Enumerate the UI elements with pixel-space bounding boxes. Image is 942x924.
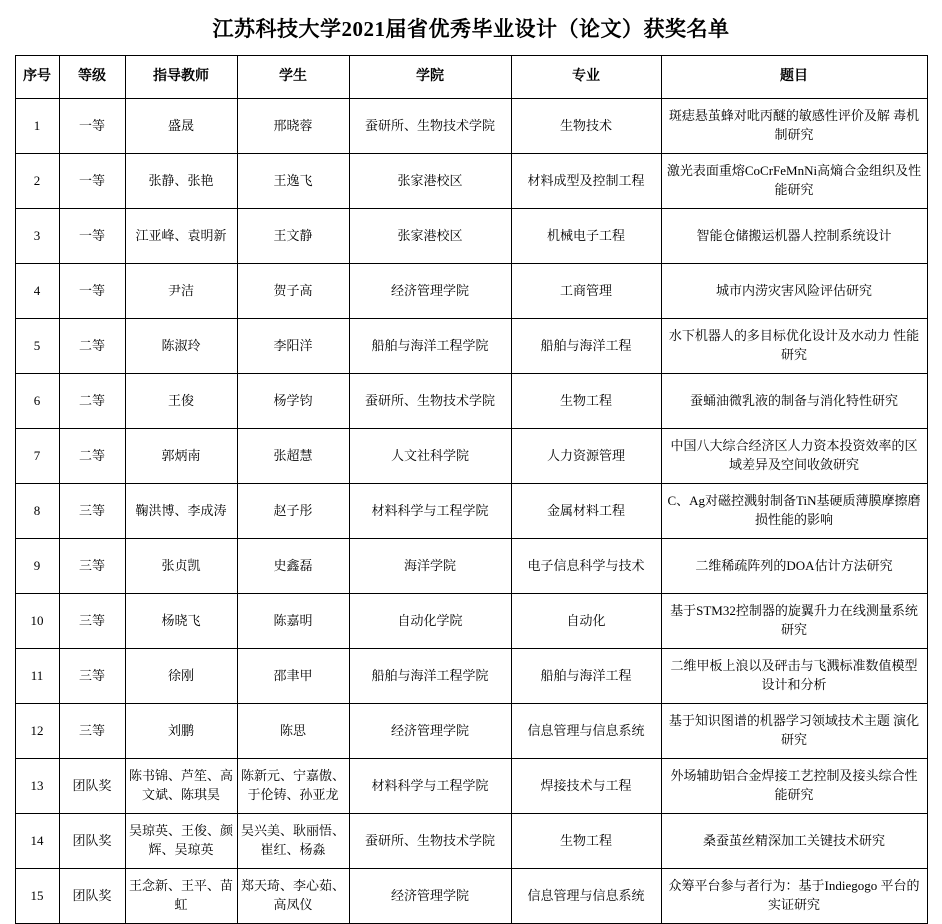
cell-teacher: 刘鹏 [125, 704, 237, 759]
cell-student: 邵聿甲 [237, 649, 349, 704]
column-header-index: 序号 [15, 56, 59, 99]
cell-index: 4 [15, 264, 59, 319]
table-row [15, 374, 927, 429]
cell-teacher: 徐刚 [125, 649, 237, 704]
cell-student: 王逸飞 [237, 154, 349, 209]
cell-level: 二等 [59, 429, 125, 484]
cell-index: 7 [15, 429, 59, 484]
cell-topic: C、Ag对磁控溅射制备TiN基硬质薄膜摩擦磨损性能的影响 [661, 484, 927, 539]
cell-index: 9 [15, 539, 59, 594]
cell-teacher: 吴琼英、王俊、颜 辉、吴琼英 [125, 814, 237, 869]
cell-college: 蚕研所、生物技术学院 [349, 374, 511, 429]
table-row [15, 429, 927, 484]
cell-topic: 基于STM32控制器的旋翼升力在线测量系统研究 [661, 594, 927, 649]
cell-student: 王文静 [237, 209, 349, 264]
cell-teacher: 尹洁 [125, 264, 237, 319]
cell-major: 生物工程 [511, 814, 661, 869]
table-row [15, 869, 927, 924]
cell-college: 人文社科学院 [349, 429, 511, 484]
cell-index: 15 [15, 869, 59, 924]
cell-student: 杨学钧 [237, 374, 349, 429]
cell-level: 三等 [59, 539, 125, 594]
cell-major: 焊接技术与工程 [511, 759, 661, 814]
cell-teacher: 郭炳南 [125, 429, 237, 484]
cell-level: 三等 [59, 704, 125, 759]
cell-topic: 基于知识图谱的机器学习领域技术主题 演化研究 [661, 704, 927, 759]
cell-college: 经济管理学院 [349, 704, 511, 759]
cell-major: 生物技术 [511, 99, 661, 154]
cell-index: 2 [15, 154, 59, 209]
page-title: 江苏科技大学2021届省优秀毕业设计（论文）获奖名单 [212, 17, 730, 41]
cell-level: 团队奖 [59, 814, 125, 869]
cell-level: 团队奖 [59, 869, 125, 924]
cell-teacher: 陈淑玲 [125, 319, 237, 374]
cell-major: 信息管理与信息系统 [511, 869, 661, 924]
cell-topic: 二维稀疏阵列的DOA估计方法研究 [661, 539, 927, 594]
cell-college: 经济管理学院 [349, 869, 511, 924]
cell-major: 船舶与海洋工程 [511, 649, 661, 704]
cell-topic: 智能仓储搬运机器人控制系统设计 [661, 209, 927, 264]
table-row [15, 484, 927, 539]
table-row [15, 539, 927, 594]
table-row [15, 759, 927, 814]
table-row [15, 209, 927, 264]
cell-major: 人力资源管理 [511, 429, 661, 484]
cell-student: 史鑫磊 [237, 539, 349, 594]
table-header-row [15, 56, 927, 99]
cell-major: 机械电子工程 [511, 209, 661, 264]
cell-level: 一等 [59, 264, 125, 319]
cell-major: 工商管理 [511, 264, 661, 319]
cell-topic: 水下机器人的多目标优化设计及水动力 性能研究 [661, 319, 927, 374]
table-row [15, 594, 927, 649]
cell-level: 二等 [59, 319, 125, 374]
table-header [15, 56, 927, 99]
cell-college: 张家港校区 [349, 209, 511, 264]
column-header-teacher: 指导教师 [125, 56, 237, 99]
column-header-topic: 题目 [661, 56, 927, 99]
cell-college: 船舶与海洋工程学院 [349, 649, 511, 704]
cell-major: 生物工程 [511, 374, 661, 429]
cell-index: 14 [15, 814, 59, 869]
table-row [15, 264, 927, 319]
cell-index: 12 [15, 704, 59, 759]
cell-major: 信息管理与信息系统 [511, 704, 661, 759]
cell-level: 三等 [59, 649, 125, 704]
cell-level: 一等 [59, 99, 125, 154]
cell-level: 二等 [59, 374, 125, 429]
cell-level: 三等 [59, 484, 125, 539]
cell-college: 张家港校区 [349, 154, 511, 209]
cell-index: 10 [15, 594, 59, 649]
cell-index: 8 [15, 484, 59, 539]
cell-index: 11 [15, 649, 59, 704]
cell-index: 13 [15, 759, 59, 814]
cell-level: 团队奖 [59, 759, 125, 814]
cell-student: 贺子高 [237, 264, 349, 319]
cell-teacher: 王念新、王平、苗 虹 [125, 869, 237, 924]
cell-teacher: 杨晓飞 [125, 594, 237, 649]
cell-index: 1 [15, 99, 59, 154]
cell-index: 6 [15, 374, 59, 429]
cell-college: 海洋学院 [349, 539, 511, 594]
cell-college: 蚕研所、生物技术学院 [349, 814, 511, 869]
cell-student: 吴兴美、耿丽悟、崔红、杨淼 [237, 814, 349, 869]
cell-student: 陈思 [237, 704, 349, 759]
cell-major: 电子信息科学与技术 [511, 539, 661, 594]
cell-major: 材料成型及控制工程 [511, 154, 661, 209]
column-header-level: 等级 [59, 56, 125, 99]
table-row [15, 99, 927, 154]
cell-college: 材料科学与工程学院 [349, 759, 511, 814]
cell-teacher: 张贞凯 [125, 539, 237, 594]
table-row [15, 319, 927, 374]
cell-level: 一等 [59, 154, 125, 209]
table-row [15, 704, 927, 759]
cell-college: 船舶与海洋工程学院 [349, 319, 511, 374]
table-row [15, 814, 927, 869]
cell-student: 张超慧 [237, 429, 349, 484]
cell-topic: 城市内涝灾害风险评估研究 [661, 264, 927, 319]
cell-topic: 桑蚕茧丝精深加工关键技术研究 [661, 814, 927, 869]
cell-student: 郑天琦、李心茹、高凤仪 [237, 869, 349, 924]
cell-college: 材料科学与工程学院 [349, 484, 511, 539]
cell-topic: 外场辅助铝合金焊接工艺控制及接头综合性能研究 [661, 759, 927, 814]
cell-level: 三等 [59, 594, 125, 649]
column-header-major: 专业 [511, 56, 661, 99]
table-row [15, 154, 927, 209]
cell-college: 经济管理学院 [349, 264, 511, 319]
cell-college: 自动化学院 [349, 594, 511, 649]
cell-topic: 二维甲板上浪以及砰击与飞溅标准数值模型设计和分析 [661, 649, 927, 704]
cell-student: 赵子彤 [237, 484, 349, 539]
cell-college: 蚕研所、生物技术学院 [349, 99, 511, 154]
cell-teacher: 鞠洪博、李成涛 [125, 484, 237, 539]
cell-topic: 蚕蛹油微乳液的制备与消化特性研究 [661, 374, 927, 429]
column-header-student: 学生 [237, 56, 349, 99]
cell-level: 一等 [59, 209, 125, 264]
cell-major: 金属材料工程 [511, 484, 661, 539]
cell-student: 陈新元、宁嘉傲、于伦铸、孙亚龙 [237, 759, 349, 814]
cell-student: 邢晓蓉 [237, 99, 349, 154]
cell-student: 李阳洋 [237, 319, 349, 374]
cell-major: 自动化 [511, 594, 661, 649]
cell-teacher: 盛晟 [125, 99, 237, 154]
cell-student: 陈嘉明 [237, 594, 349, 649]
table-row [15, 649, 927, 704]
table-body [15, 99, 927, 924]
cell-teacher: 陈书锦、芦笙、高文斌、陈琪昊 [125, 759, 237, 814]
cell-index: 3 [15, 209, 59, 264]
award-list-table [15, 55, 928, 924]
cell-major: 船舶与海洋工程 [511, 319, 661, 374]
cell-topic: 激光表面重熔CoCrFeMnNi高熵合金组织及性能研究 [661, 154, 927, 209]
cell-topic: 斑痣悬茧蜂对吡丙醚的敏感性评价及解 毒机制研究 [661, 99, 927, 154]
cell-topic: 中国八大综合经济区人力资本投资效率的区域差异及空间收敛研究 [661, 429, 927, 484]
cell-index: 5 [15, 319, 59, 374]
column-header-college: 学院 [349, 56, 511, 99]
cell-teacher: 江亚峰、袁明新 [125, 209, 237, 264]
cell-teacher: 王俊 [125, 374, 237, 429]
cell-teacher: 张静、张艳 [125, 154, 237, 209]
cell-topic: 众筹平台参与者行为：基于Indiegogo 平台的实证研究 [661, 869, 927, 924]
